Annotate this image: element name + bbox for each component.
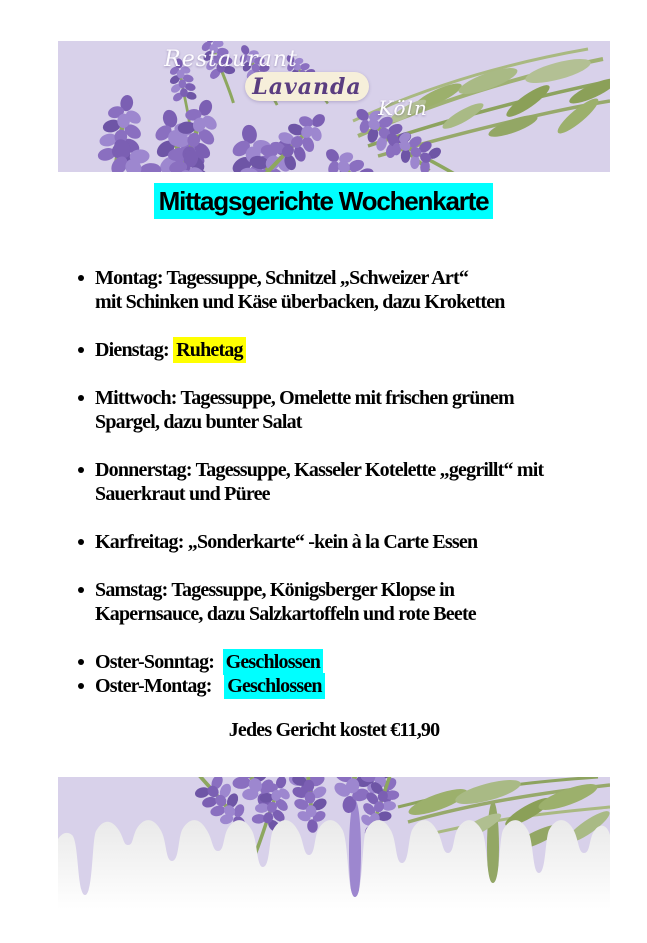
highlighted-text: Ruhetag	[173, 337, 246, 363]
lavender-photo-art-bottom	[58, 777, 610, 909]
footer-banner-image	[58, 777, 610, 909]
menu-item: Karfreitag: „Sonderkarte“ -kein à la Carte Essen	[95, 530, 600, 554]
price-line: Jedes Gericht kostet €11,90	[228, 719, 440, 741]
menu-item: Oster-Sonntag: Geschlossen	[95, 650, 600, 674]
header-banner-image	[58, 41, 610, 172]
lavender-photo-art-top	[58, 41, 610, 172]
highlighted-text: Geschlossen	[223, 649, 324, 675]
menu-item: Donnerstag: Tagessuppe, Kasseler Kotelette „gegrillt“ mit Sauerkraut und Püree	[95, 458, 600, 506]
title-highlight: Mittagsgerichte Wochenkarte	[154, 183, 494, 219]
menu-item: Mittwoch: Tagessuppe, Omelette mit frischen grünem Spargel, dazu bunter Salat	[95, 386, 600, 434]
highlighted-text: Geschlossen	[224, 673, 325, 699]
page-title	[0, 185, 647, 217]
menu-list	[95, 266, 600, 722]
menu-item: Samstag: Tagessuppe, Königsberger Klopse in Kapernsauce, dazu Salzkartoffeln und rote Beete	[95, 578, 600, 626]
banner-brand-pill	[245, 72, 369, 101]
menu-item: Oster-Montag: Geschlossen	[95, 674, 600, 698]
menu-item: Dienstag: Ruhetag	[95, 338, 600, 362]
banner-restaurant-script: Restaurant	[164, 47, 298, 72]
banner-city-script: Köln	[378, 96, 428, 120]
menu-item: Montag: Tagessuppe, Schnitzel „Schweizer Art“ mit Schinken und Käse überbacken, dazu Kroketten	[95, 266, 600, 314]
banner-brand-name: Lavanda	[252, 73, 362, 100]
